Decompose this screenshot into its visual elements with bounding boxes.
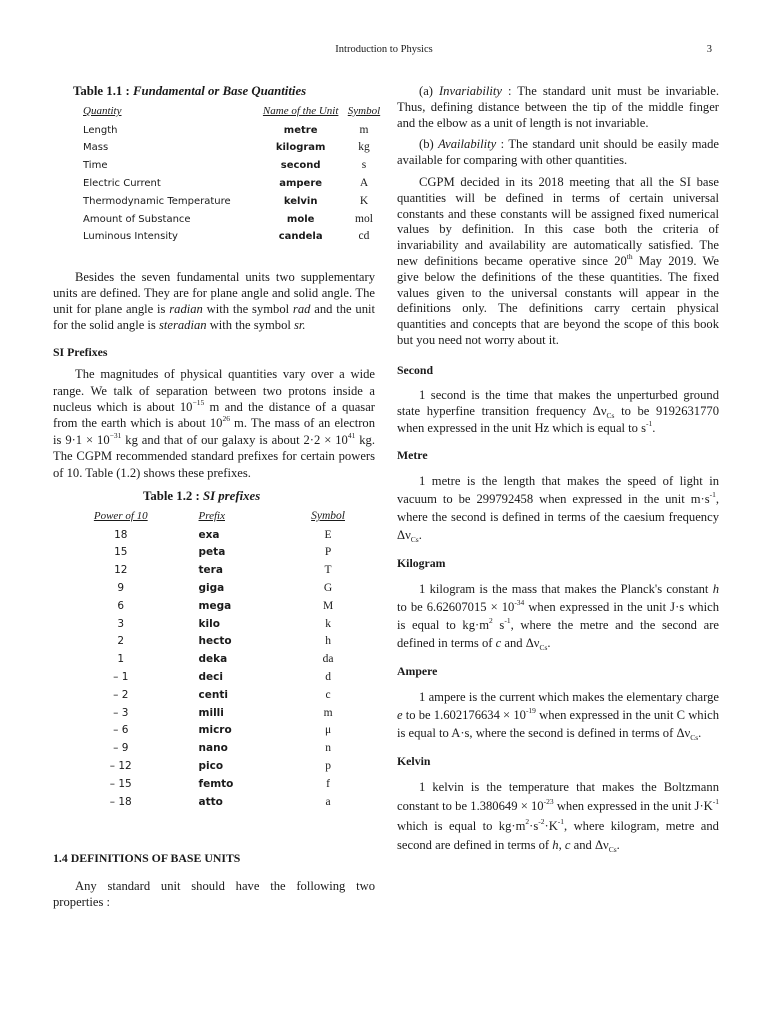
kilogram-definition: 1 kilogram is the mass that makes the Planck's constant h to be $6.62607015 \times 10^{-34}$ when expressed in the unit J·s which is equal to $kg\cdot m^2$ $s^{-1}$, where the metre and the second are defined in terms of c and $\Delta\nu_{Cs}$.: [397, 581, 720, 652]
availability-paragraph: (b) Availability : The standard unit should be easily made available for comparing with other quantities.: [397, 137, 719, 168]
prefixes-paragraph: The magnitudes of physical quantities vary over a wide range. We talk of separation between two protons inside a nucleus which is about $10^{-15}$ m and the distance of a quasar from the earth which is about $10^{26}$ m. The mass of an electron is $9\cdot 1 \times 10^{-31}$ kg and that of our galaxy is about $2\cdot 2 \times 10^{41}$ kg. The CGPM recommended standard prefixes for certain powers of 10. Table (1.2) shows these prefixes.: [53, 367, 375, 480]
section-heading: 1.4 DEFINITIONS OF BASE UNITS: [53, 851, 241, 866]
si-prefixes-table: [83, 505, 345, 812]
power-cell: – 2: [113, 688, 129, 701]
prefix-cell: deci: [198, 670, 223, 683]
prefix-cell: atto: [198, 795, 223, 808]
unit-name-cell: mole: [286, 213, 315, 225]
prefix-cell: giga: [198, 581, 225, 594]
symbol-cell: s: [361, 159, 367, 172]
unit-name-cell: ampere: [279, 177, 323, 189]
symbol-cell: P: [324, 546, 332, 559]
power-cell: – 3: [113, 706, 129, 719]
table-row: [83, 758, 345, 776]
symbol-cell: μ: [324, 724, 332, 737]
symbol-cell: d: [325, 670, 331, 683]
power-cell: – 18: [109, 795, 132, 808]
table1-header-symbol: Symbol: [347, 104, 381, 117]
ampere-heading: Ampere: [397, 663, 438, 678]
table1-header-quantity: Quantity: [83, 104, 122, 117]
kelvin-heading: Kelvin: [397, 753, 431, 768]
unit-name-cell: kelvin: [283, 195, 318, 207]
table-row: [83, 211, 383, 229]
power-cell: 12: [114, 564, 128, 577]
symbol-cell: G: [323, 581, 333, 594]
table-row: [83, 776, 345, 794]
prefix-cell: femto: [198, 777, 234, 790]
table-row: [83, 705, 345, 723]
metre-definition: 1 metre is the length that makes the speed of light in vacuum to be 299792458 when expressed in the unit $m\cdot s^{-1}$, where the second is defined in terms of the caesium frequency $\Delta\nu_{Cs}$.: [397, 474, 719, 545]
quantity-cell: Thermodynamic Temperature: [83, 195, 231, 207]
page-number: 3: [706, 44, 712, 55]
symbol-cell: p: [325, 759, 331, 772]
kelvin-definition: 1 kelvin is the temperature that makes the Boltzmann constant to be $1.380649 \times 10^{-23}$ when expressed in the unit $J\cdot K^{-1}$ which is equal to $kg\cdot m^2\cdot s^{-2}\cdot K^{-1}$, where kilogram, metre and second are defined in terms of h, c and $\Delta\nu_{Cs}$.: [397, 779, 719, 855]
table2-header-power: Power of 10: [93, 509, 148, 522]
prefix-cell: exa: [198, 528, 220, 541]
symbol-cell: a: [325, 795, 331, 808]
power-cell: – 12: [109, 759, 132, 772]
power-cell: 6: [117, 599, 125, 612]
supplementary-units-paragraph: Besides the seven fundamental units two supplementary units are defined. They are for plane angle and solid angle. The unit for plane angle is radian with the symbol rad and the unit for the solid angle is steradian with the symbol sr.: [53, 270, 375, 332]
prefix-cell: pico: [198, 759, 224, 772]
symbol-cell: k: [325, 617, 331, 630]
prefix-cell: kilo: [198, 617, 220, 630]
prefix-cell: nano: [198, 742, 228, 755]
table2-header-symbol: Symbol: [311, 509, 345, 522]
table1-header-unit: Name of the Unit: [262, 104, 339, 117]
prefix-cell: mega: [198, 599, 232, 612]
power-cell: 2: [117, 635, 125, 648]
prefix-cell: deka: [198, 653, 228, 666]
table-row: [83, 193, 383, 211]
left-column: [53, 84, 381, 911]
unit-name-cell: second: [280, 160, 321, 172]
invariability-paragraph: (a) Invariability : The standard unit must be invariable. Thus, defining distance between the tip of the middle finger and the elbow as a unit of length is not invariable.: [397, 84, 719, 130]
running-header: Introduction to Physics: [335, 44, 433, 55]
power-cell: 3: [117, 617, 125, 630]
symbol-cell: m: [359, 123, 369, 136]
table-row: [83, 616, 345, 634]
quantity-cell: Mass: [83, 142, 109, 154]
power-cell: – 6: [113, 724, 129, 737]
definitions-intro: Any standard unit should have the following two properties :: [53, 879, 375, 909]
quantity-cell: Length: [83, 124, 118, 136]
table-row: [83, 175, 383, 193]
power-cell: – 15: [109, 777, 132, 790]
symbol-cell: T: [324, 564, 332, 577]
second-heading: Second: [397, 362, 434, 377]
symbol-cell: mol: [355, 212, 373, 225]
power-cell: – 9: [113, 742, 129, 755]
table-row: [83, 633, 345, 651]
prefix-cell: micro: [198, 724, 232, 737]
table-row: [83, 722, 345, 740]
symbol-cell: A: [359, 176, 369, 189]
power-cell: 1: [117, 653, 125, 666]
si-prefixes-heading: SI Prefixes: [53, 345, 108, 360]
table-row: [83, 740, 345, 758]
table2-caption: Table 1.2 : SI prefixes: [143, 489, 261, 503]
symbol-cell: h: [325, 635, 331, 648]
table-row: [83, 228, 383, 246]
kilogram-heading: Kilogram: [397, 556, 446, 571]
table-row: [83, 527, 345, 545]
power-cell: 18: [114, 528, 128, 541]
symbol-cell: cd: [358, 230, 370, 243]
table-row: [83, 544, 345, 562]
table1-caption: Table 1.1 : Fundamental or Base Quantities: [73, 84, 307, 98]
symbol-cell: kg: [358, 141, 370, 154]
table-row: [83, 122, 383, 140]
right-column: [397, 84, 719, 856]
power-cell: 9: [117, 581, 125, 594]
symbol-cell: M: [322, 599, 334, 612]
table-row: [83, 139, 383, 157]
second-definition: 1 second is the time that makes the unperturbed ground state hyperfine transition frequency $\Delta\nu_{Cs}$ to be 9192631770 when expressed in the unit Hz which is equal to $s^{-1}$.: [397, 387, 719, 435]
table-row: [83, 580, 345, 598]
base-quantities-table: [83, 100, 383, 246]
power-cell: – 1: [113, 670, 129, 683]
symbol-cell: c: [325, 688, 331, 701]
quantity-cell: Electric Current: [83, 177, 161, 189]
quantity-cell: Luminous Intensity: [83, 231, 178, 243]
table-row: [83, 669, 345, 687]
prefix-cell: peta: [198, 546, 226, 559]
cgpm-paragraph: CGPM decided in its 2018 meeting that all the SI base quantities will be defined in terms of certain universal constants and these constants will be assigned fixed numerical values by definition. In this case both the criteria of invariability and availability are automatically satisfied. The new definitions became operative since 20th May 2019. We give below the definitions of the these quantities. The fixed values given to the universal constants will appear in the definitions only. The definitions carry certain physical quantities and concepts that are beyond the scope of this book but you need not worry about it.: [397, 174, 719, 347]
unit-name-cell: metre: [283, 124, 318, 136]
prefix-cell: tera: [198, 564, 223, 577]
symbol-cell: da: [322, 653, 334, 666]
quantity-cell: Amount of Substance: [83, 213, 191, 225]
table-row: [83, 794, 345, 812]
table-row: [83, 687, 345, 705]
symbol-cell: m: [323, 706, 333, 719]
unit-name-cell: kilogram: [275, 142, 326, 154]
symbol-cell: E: [324, 528, 332, 541]
prefix-cell: centi: [198, 688, 228, 701]
metre-heading: Metre: [397, 448, 428, 463]
ampere-definition: 1 ampere is the current which makes the elementary charge e to be $1.602176634 \times 10^{-19}$ when expressed in the unit C which is equal to A·s, where the second is defined in terms of $\Delta\nu_{Cs}$.: [397, 689, 719, 742]
unit-name-cell: candela: [278, 231, 323, 243]
symbol-cell: n: [325, 742, 331, 755]
table2-header-prefix: Prefix: [198, 509, 225, 522]
table-row: [83, 562, 345, 580]
table-row: [83, 651, 345, 669]
table-row: [83, 157, 383, 175]
quantity-cell: Time: [83, 160, 108, 172]
power-cell: 15: [114, 546, 128, 559]
prefix-cell: milli: [198, 706, 224, 719]
symbol-cell: K: [359, 194, 369, 207]
prefix-cell: hecto: [198, 635, 232, 648]
table-row: [83, 598, 345, 616]
symbol-cell: f: [326, 777, 330, 790]
